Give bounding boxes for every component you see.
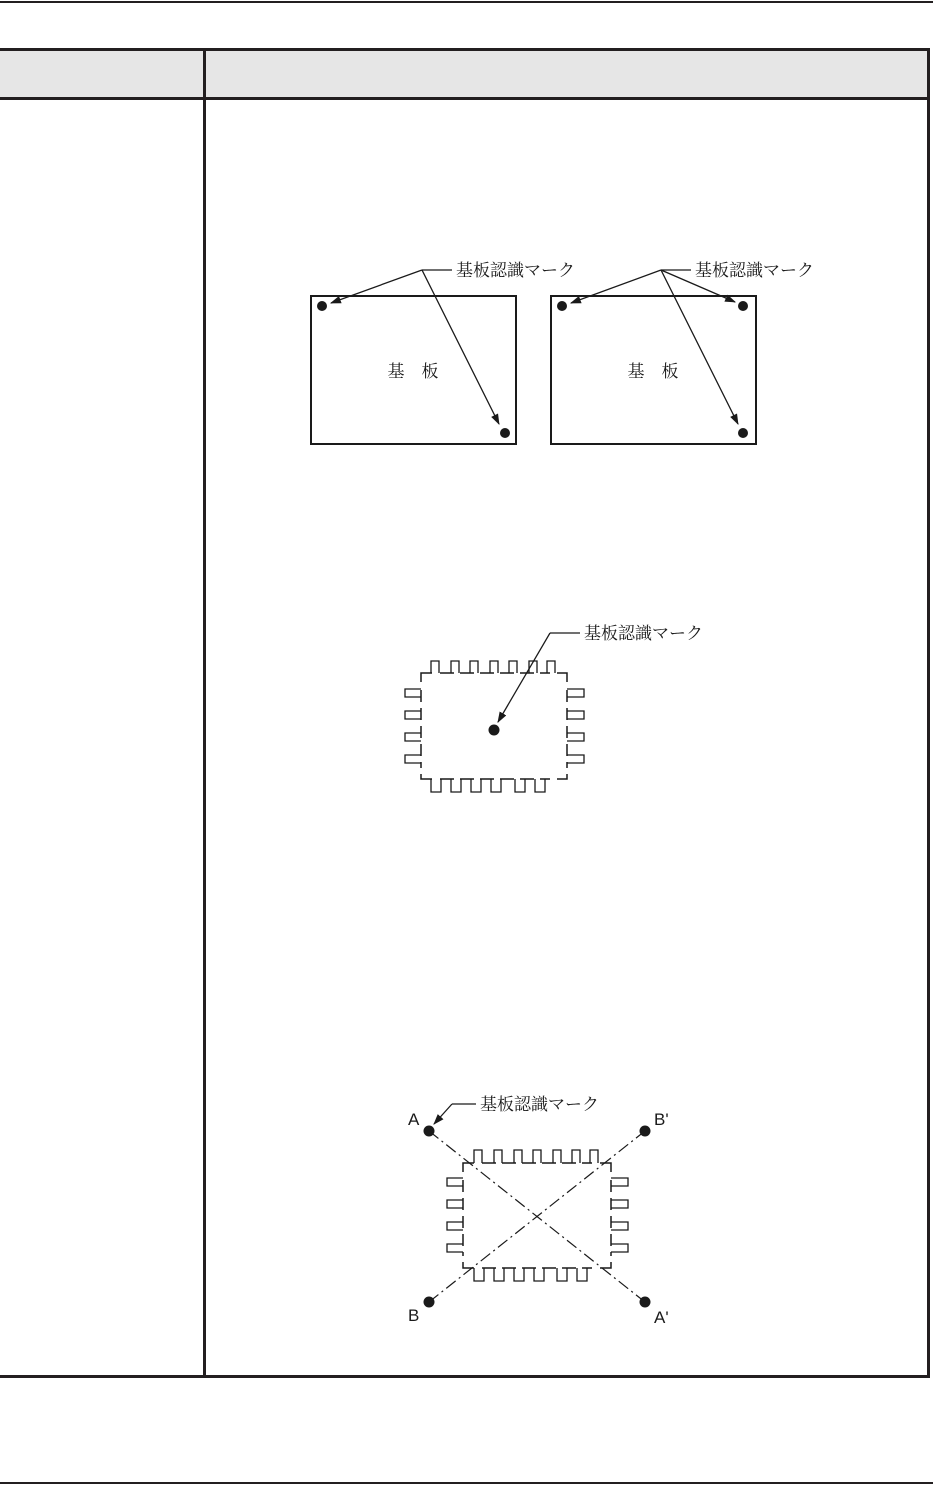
arrow-right-bottom [661, 270, 738, 424]
component-leads-left [405, 689, 421, 763]
arrow-left-top [331, 270, 422, 303]
mark-label-right: 基板認識マーク [695, 261, 814, 281]
board-label-left: 基 板 [387, 362, 439, 382]
point-label-b-prime: B' [654, 1110, 669, 1129]
mark-dot-left-bottom [500, 428, 510, 438]
component-body-2 [463, 1163, 611, 1268]
figure-diagonal-marks [424, 1104, 651, 1308]
mark-dot-right-bottom [738, 428, 748, 438]
arrow-right-topleft [571, 270, 661, 303]
mark-dot-a [424, 1126, 435, 1137]
component-leads-right-2 [611, 1178, 628, 1252]
point-label-b: B [408, 1306, 420, 1325]
mark-dot-right-topright [738, 301, 748, 311]
board-label-right: 基 板 [627, 362, 679, 382]
mark-dot-right-topleft [557, 301, 567, 311]
mark-dot-a-prime [640, 1297, 651, 1308]
bottom-rule [0, 1482, 933, 1484]
mark-dot-center [489, 725, 500, 736]
mark-dot-b [424, 1297, 435, 1308]
mark-label-left: 基板認識マーク [456, 261, 575, 281]
mark-dot-b-prime [640, 1126, 651, 1137]
diagonal-line-b [429, 1131, 645, 1302]
component-leads-right [567, 689, 584, 763]
arrow-center [498, 633, 550, 722]
figure-component-mark [405, 633, 584, 792]
component-leads-top [431, 661, 555, 673]
component-leads-bottom [431, 779, 545, 792]
point-label-a-prime: A' [654, 1308, 669, 1327]
mark-label-diagonal: 基板認識マーク [480, 1095, 599, 1115]
figure-board-marks [311, 270, 756, 444]
component-leads-top-2 [474, 1150, 598, 1163]
arrow-left-bottom [422, 270, 499, 424]
point-label-a: A [408, 1110, 420, 1129]
component-leads-bottom-2 [474, 1268, 587, 1281]
mark-label-center: 基板認識マーク [584, 624, 703, 644]
arrow-a [434, 1104, 452, 1124]
mark-dot-left-top [317, 301, 327, 311]
component-leads-left-2 [447, 1178, 463, 1252]
